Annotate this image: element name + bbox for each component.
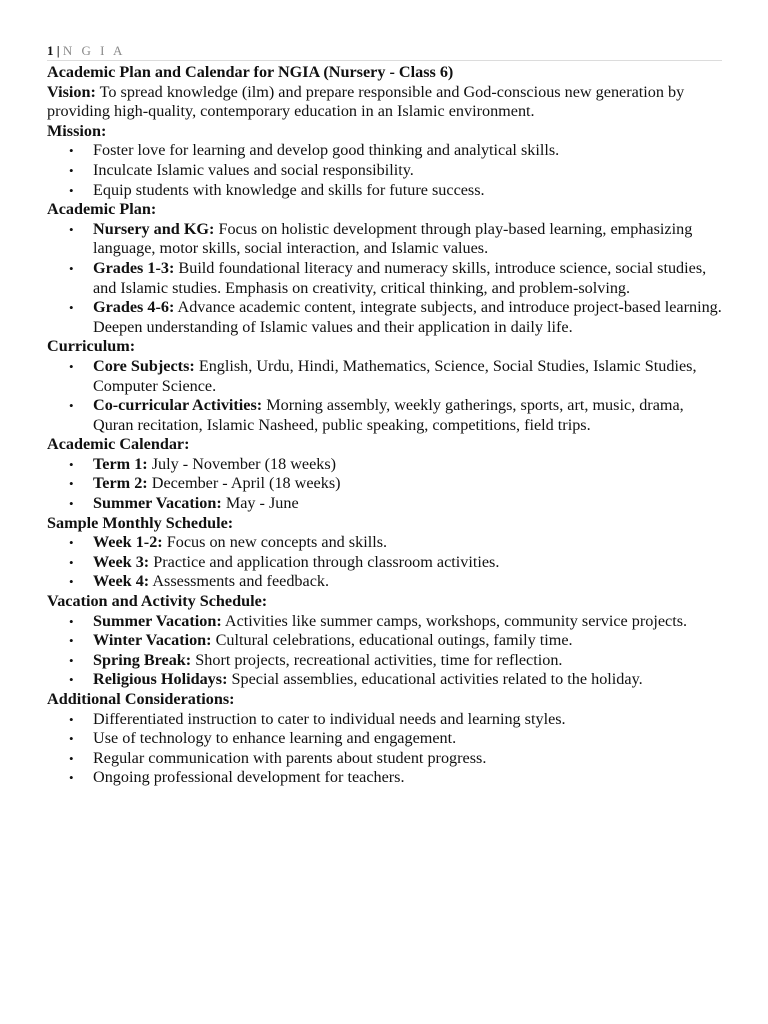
list-item-text: English, Urdu, Hindi, Mathematics, Science, Social Studies, Islamic Studies, Computer Science.: [93, 356, 697, 395]
bullet-icon: •: [69, 143, 74, 159]
bullet-icon: •: [69, 574, 74, 590]
bullet-icon: •: [69, 672, 74, 688]
list-item: [47, 474, 722, 494]
list-item: [47, 612, 722, 632]
list-item-text: Foster love for learning and develop good thinking and analytical skills.: [93, 141, 560, 160]
curriculum-list: [47, 357, 722, 435]
mission-list: [47, 141, 722, 200]
bullet-icon: •: [69, 652, 74, 668]
bullet-icon: •: [69, 554, 74, 570]
list-item-text: Use of technology to enhance learning and engagement.: [93, 729, 457, 748]
bullet-icon: •: [69, 711, 74, 727]
list-item-label: Grades 1-3:: [93, 258, 175, 277]
list-item: [47, 670, 722, 690]
list-item-label: Spring Break:: [93, 650, 192, 669]
list-item-text: Inculcate Islamic values and social responsibility.: [93, 160, 414, 179]
bullet-icon: •: [69, 731, 74, 747]
list-item-text: Ongoing professional development for teachers.: [93, 768, 405, 787]
list-item: [47, 298, 722, 337]
list-item-label: Term 1:: [93, 454, 148, 473]
list-item-label: Week 3:: [93, 552, 150, 571]
list-item-text: Special assemblies, educational activities related to the holiday.: [227, 670, 643, 689]
page-number: 1: [47, 43, 54, 58]
bullet-icon: •: [69, 613, 74, 629]
bullet-icon: •: [69, 633, 74, 649]
list-item-text: Equip students with knowledge and skills for future success.: [93, 180, 485, 199]
bullet-icon: •: [69, 358, 74, 374]
list-item-text: Focus on new concepts and skills.: [162, 533, 388, 552]
list-item-text: Advance academic content, integrate subjects, and introduce project-based learning. Deepen understanding of Islamic values and their application in daily life.: [93, 298, 722, 336]
list-item-text: July - November (18 weeks): [147, 454, 337, 473]
list-item-label: Summer Vacation:: [93, 494, 222, 513]
vision-paragraph: [47, 83, 722, 122]
bullet-icon: •: [69, 221, 74, 237]
monthly-schedule-heading: Sample Monthly Schedule:: [47, 513, 234, 532]
list-item-text: Activities like summer camps, workshops, community service projects.: [221, 611, 688, 630]
list-item: [47, 396, 722, 435]
vacation-schedule-list: [47, 612, 722, 690]
list-item-label: Week 4:: [93, 572, 150, 591]
header-separator: |: [56, 43, 60, 58]
list-item-text: December - April (18 weeks): [147, 474, 341, 493]
list-item: [47, 553, 722, 573]
academic-calendar-heading: Academic Calendar:: [47, 435, 190, 454]
bullet-icon: •: [69, 456, 74, 472]
list-item-text: Differentiated instruction to cater to individual needs and learning styles.: [93, 709, 566, 728]
bullet-icon: •: [69, 770, 74, 786]
list-item-label: Winter Vacation:: [93, 631, 212, 650]
vacation-schedule-heading: Vacation and Activity Schedule:: [47, 592, 268, 611]
academic-plan-list: [47, 220, 722, 338]
page-header: [47, 40, 722, 61]
list-item: [47, 729, 722, 749]
additional-list: [47, 710, 722, 788]
document-title: Academic Plan and Calendar for NGIA (Nursery - Class 6): [47, 63, 454, 81]
list-item-text: Cultural celebrations, educational outings, family time.: [211, 631, 573, 650]
additional-heading: Additional Considerations:: [47, 690, 235, 708]
list-item: [47, 494, 722, 514]
document-page: [47, 40, 722, 788]
list-item: [47, 455, 722, 475]
list-item-text: Focus on holistic development through play-based learning, emphasizing language, motor skills, social interaction, and Islamic values.: [93, 219, 693, 258]
bullet-icon: •: [69, 476, 74, 492]
bullet-icon: •: [69, 496, 74, 512]
list-item-label: Nursery and KG:: [93, 219, 215, 238]
list-item: [47, 220, 722, 259]
academic-calendar-list: [47, 455, 722, 514]
bullet-icon: •: [69, 300, 74, 316]
header-org: N G I A: [62, 43, 126, 58]
list-item: [47, 710, 722, 730]
list-item: [47, 259, 722, 298]
list-item: [47, 141, 722, 161]
list-item-text: May - June: [221, 494, 299, 513]
list-item: [47, 161, 722, 181]
bullet-icon: •: [69, 182, 74, 198]
vision-label: Vision:: [47, 82, 96, 101]
list-item-text: Regular communication with parents about student progress.: [93, 748, 487, 767]
bullet-icon: •: [69, 398, 74, 414]
bullet-icon: •: [69, 162, 74, 178]
list-item-label: Grades 4-6:: [93, 298, 175, 317]
monthly-schedule-list: [47, 533, 722, 592]
list-item-text: Assessments and feedback.: [149, 572, 330, 591]
academic-plan-heading: Academic Plan:: [47, 200, 157, 219]
bullet-icon: •: [69, 535, 74, 551]
list-item-label: Co-curricular Activities:: [93, 396, 263, 415]
list-item-label: Religious Holidays:: [93, 670, 228, 689]
list-item-label: Core Subjects:: [93, 356, 195, 375]
list-item: [47, 181, 722, 201]
list-item-text: Build foundational literacy and numeracy skills, introduce science, social studies, and Islamic studies. Emphasis on creativity, critical thinking, and problem-solving.: [93, 258, 707, 297]
list-item: [47, 768, 722, 788]
mission-heading: Mission:: [47, 121, 107, 140]
list-item-text: Practice and application through classroom activities.: [149, 552, 500, 571]
list-item: [47, 651, 722, 671]
bullet-icon: •: [69, 260, 74, 276]
list-item: [47, 572, 722, 592]
list-item-text: Morning assembly, weekly gatherings, sports, art, music, drama, Quran recitation, Islamic Nasheed, public speaking, competitions, field trips.: [93, 396, 684, 434]
curriculum-heading: Curriculum:: [47, 337, 136, 356]
list-item: [47, 357, 722, 396]
vision-text: To spread knowledge (ilm) and prepare responsible and God-conscious new generation by providing high-quality, contemporary education in an Islamic environment.: [47, 82, 685, 121]
list-item: [47, 631, 722, 651]
list-item-label: Term 2:: [93, 474, 148, 493]
list-item: [47, 749, 722, 769]
bullet-icon: •: [69, 750, 74, 766]
list-item-label: Week 1-2:: [93, 533, 163, 552]
list-item: [47, 533, 722, 553]
list-item-label: Summer Vacation:: [93, 611, 222, 630]
list-item-text: Short projects, recreational activities, time for reflection.: [191, 650, 563, 669]
